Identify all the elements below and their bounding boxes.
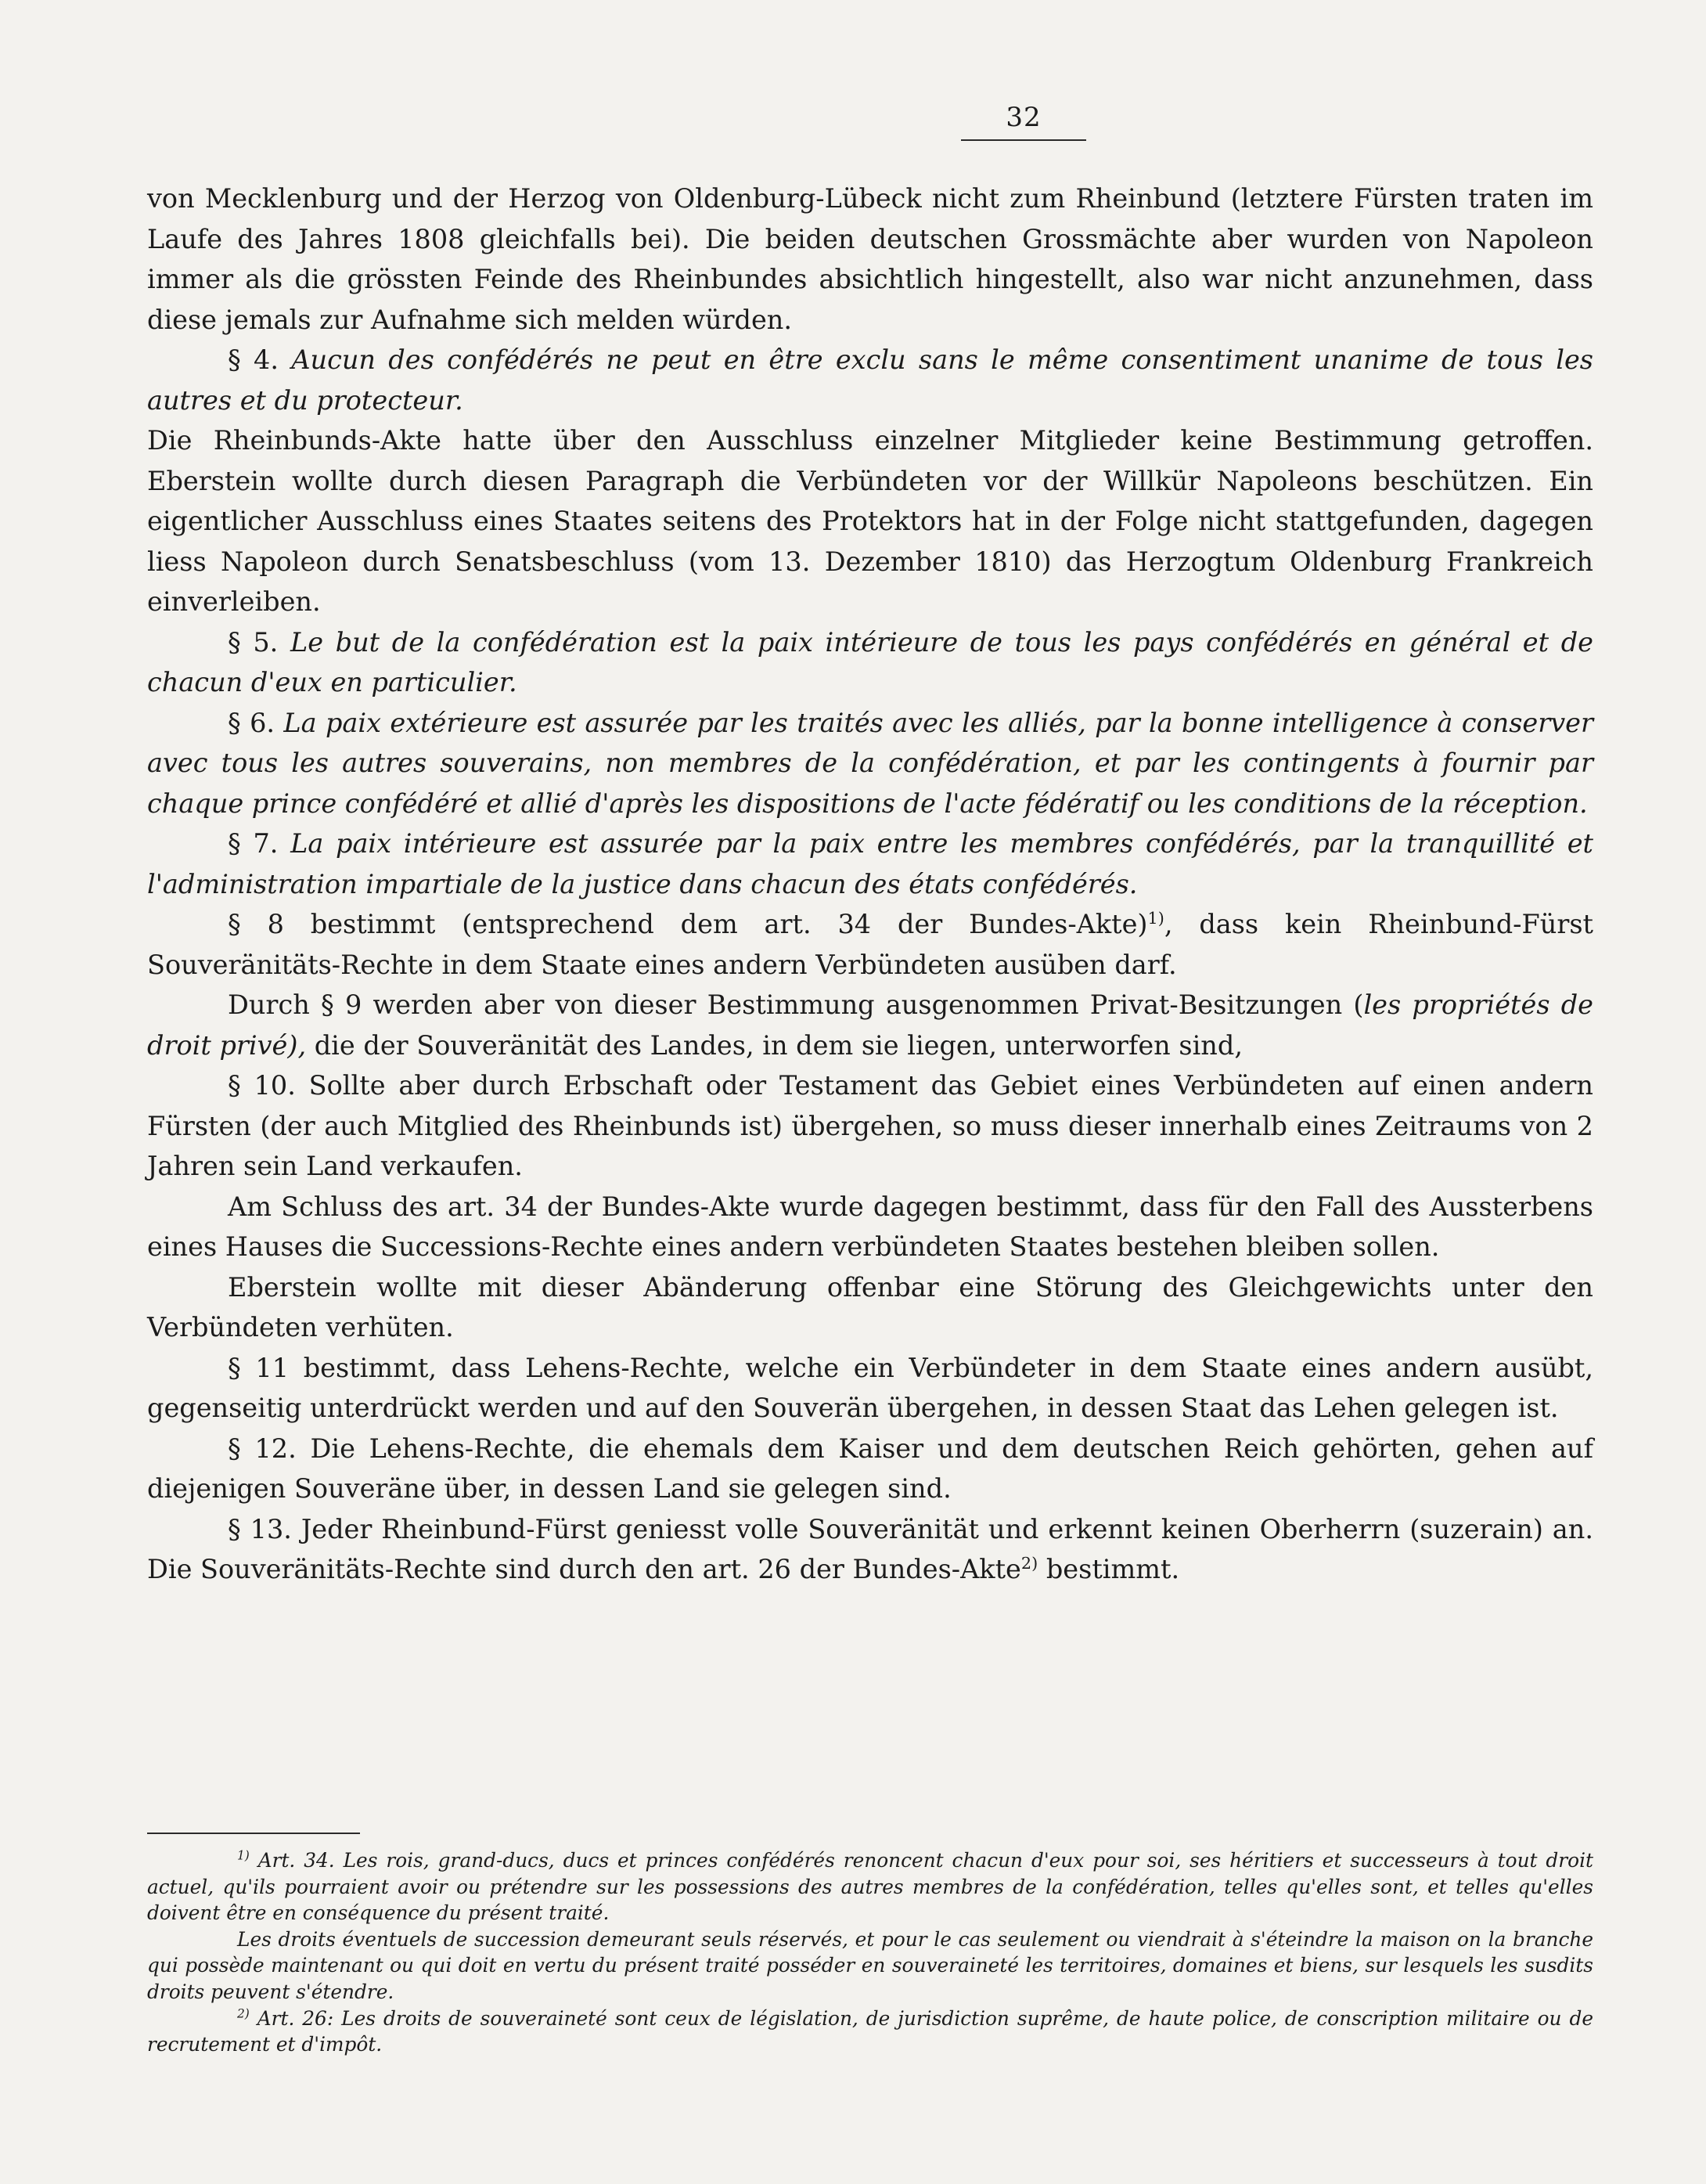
- paragraph: [147, 1187, 1593, 1267]
- paragraph-text: § 13. Jeder Rheinbund-Fürst geniesst volle Souveränität und erkennt keinen Oberherrn (suzerain) an. Die Souveränitäts-Rechte sind durch den art. 26 der Bundes-Akte: [147, 1513, 1593, 1584]
- footnote-rule: [147, 1833, 360, 1834]
- paragraph-section-8: [147, 904, 1593, 985]
- footnote-text: Les droits éventuels de succession demeurant seuls réservés, et pour le cas seulement ou viendrait à s'éteindre la maison on la branche qui possède maintenant ou qui doit en vertu du présent traité posséder en souveraineté les territoires, domaines et biens, sur lesquels les susdits droits peuvent s'étendre.: [147, 1927, 1593, 2003]
- footnote-marker: 2): [237, 2006, 250, 2021]
- paragraph-section-9: [147, 985, 1593, 1065]
- footnote-marker: 1): [237, 1848, 250, 1863]
- section-number: § 6.: [228, 707, 275, 738]
- footnotes: [147, 1847, 1593, 2058]
- paragraph-text: bestimmt.: [1038, 1554, 1180, 1584]
- paragraph-section-4: [147, 340, 1593, 420]
- header-rule: [961, 139, 1086, 141]
- paragraph-text: § 12. Die Lehens-Rechte, die ehemals dem Kaiser und dem deutschen Reich gehörten, gehen auf diejenigen Souveräne über, in dessen Land sie gelegen sind.: [147, 1433, 1593, 1504]
- section-number: § 5.: [228, 626, 279, 658]
- paragraph-text: Die Rheinbunds-Akte hatte über den Ausschluss einzelner Mitglieder keine Bestimmung getroffen. Eberstein wollte durch diesen Paragraph die Verbündeten vor der Willkür Napoleons beschützen. Ein eigentlicher Ausschluss eines Staates seitens des Protektors hat in der Folge nicht stattgefunden, dagegen liess Napoleon durch Senatsbeschluss (vom 13. Dezember 1810) das Herzogtum Oldenburg Frankreich einverleiben.: [147, 425, 1593, 617]
- paragraph-text: Durch § 9 werden aber von dieser Bestimmung ausgenommen Privat-Besitzungen (: [228, 989, 1364, 1020]
- quoted-term: les propriétés de droit privé),: [147, 989, 1593, 1061]
- paragraph-text: § 10. Sollte aber durch Erbschaft oder Testament das Gebiet eines Verbündeten auf einen andern Fürsten (der auch Mitglied des Rheinbunds ist) übergehen, so muss dieser innerhalb eines Zeitraums von 2 Jahren sein Land verkaufen.: [147, 1070, 1593, 1181]
- footnote-1-continued: [147, 1926, 1593, 2006]
- paragraph-text: § 8 bestimmt (entsprechend dem art. 34 der Bundes-Akte): [228, 909, 1148, 939]
- body-text: [147, 178, 1593, 1590]
- paragraph-text: , dass kein Rheinbund-Fürst Souveränitäts-Rechte in dem Staate eines andern Verbündeten ausüben darf.: [147, 909, 1593, 980]
- paragraph-section-11: [147, 1348, 1593, 1429]
- paragraph-section-6: [147, 703, 1593, 824]
- paragraph: [147, 178, 1593, 340]
- paragraph-text: § 11 bestimmt, dass Lehens-Rechte, welche ein Verbündeter in dem Staate eines andern ausübt, gegenseitig unterdrückt werden und auf den Souverän übergehen, in dessen Staat das Lehen gelegen ist.: [147, 1352, 1593, 1423]
- section-number: § 7.: [228, 828, 279, 859]
- footnote-marker: 2): [1020, 1553, 1038, 1573]
- quoted-article-text: Aucun des confédérés ne peut en être exclu sans le même consentiment unanime de tous les autres et du protecteur.: [147, 344, 1593, 416]
- paragraph-section-10: [147, 1065, 1593, 1187]
- paragraph-text: von Mecklenburg und der Herzog von Oldenburg-Lübeck nicht zum Rheinbund (letztere Fürsten traten im Laufe des Jahres 1808 gleichfalls bei). Die beiden deutschen Grossmächte aber wurden von Napoleon immer als die grössten Feinde des Rheinbundes absichtlich hingestellt, also war nicht anzunehmen, dass diese jemals zur Aufnahme sich melden würden.: [147, 183, 1593, 335]
- paragraph-section-12: [147, 1429, 1593, 1509]
- quoted-article-text: La paix extérieure est assurée par les traités avec les alliés, par la bonne intelligence à conserver avec tous les autres souverains, non membres de la confédération, et par les contingents à fournir par chaque prince confédéré et allié d'après les dispositions de l'acte fédératif ou les conditions de la réception.: [147, 707, 1593, 819]
- footnote-text: Art. 34. Les rois, grand-ducs, ducs et princes confédérés renoncent chacun d'eux pour soi, ses héritiers et successeurs à tout droit actuel, qu'ils pourraient avoir ou prétendre sur les possessions des autres membres de la confédération, telles qu'elles sont, et telles qu'elles doivent être en conséquence du présent traité.: [147, 1849, 1593, 1925]
- paragraph-text: die der Souveränität des Landes, in dem sie liegen, unterworfen sind,: [306, 1029, 1243, 1061]
- paragraph-text: Eberstein wollte mit dieser Abänderung offenbar eine Störung des Gleichgewichts unter den Verbündeten verhüten.: [147, 1271, 1593, 1342]
- section-number: § 4.: [228, 344, 279, 375]
- footnote-2: [147, 2006, 1593, 2058]
- paragraph-section-7: [147, 824, 1593, 904]
- footnote-1: [147, 1847, 1593, 1926]
- paragraph-section-13: [147, 1509, 1593, 1590]
- page-number: 32: [1006, 102, 1042, 133]
- paragraph-section-5: [147, 622, 1593, 703]
- paragraph-text: Am Schluss des art. 34 der Bundes-Akte wurde dagegen bestimmt, dass für den Fall des Aussterbens eines Hauses die Successions-Rechte eines andern verbündeten Staates bestehen bleiben sollen.: [147, 1191, 1593, 1262]
- paragraph: [147, 420, 1593, 622]
- footnote-text: Art. 26: Les droits de souveraineté sont ceux de législation, de jurisdiction suprême, de haute police, de conscription militaire ou de recrutement et d'impôt.: [147, 2006, 1593, 2056]
- footnote-marker: 1): [1147, 908, 1164, 928]
- quoted-article-text: Le but de la confédération est la paix intérieure de tous les pays confédérés en général et de chacun d'eux en particulier.: [147, 626, 1593, 697]
- paragraph: [147, 1267, 1593, 1348]
- quoted-article-text: La paix intérieure est assurée par la paix entre les membres confédérés, par la tranquillité et l'administration impartiale de la justice dans chacun des états confédérés.: [147, 828, 1593, 899]
